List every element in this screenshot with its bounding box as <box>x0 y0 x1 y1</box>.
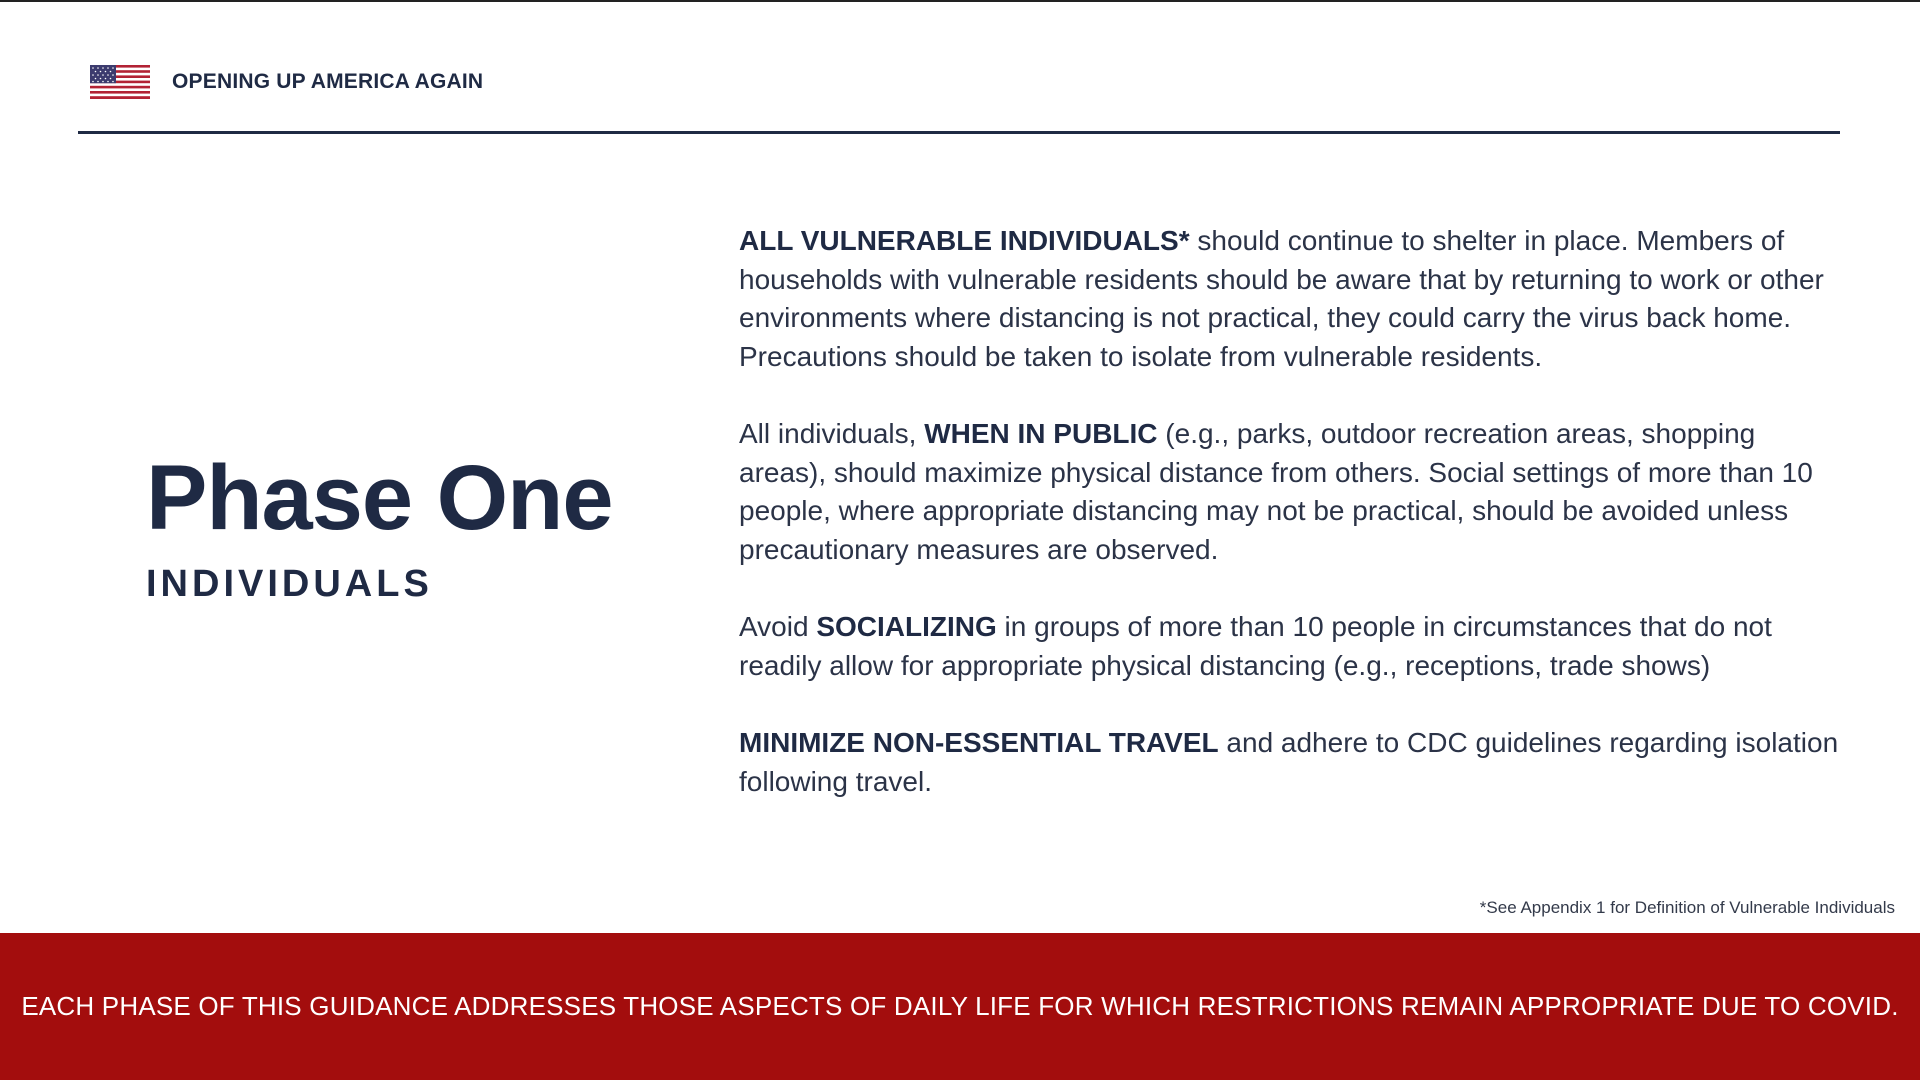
header-divider <box>78 131 1840 134</box>
bottom-banner <box>0 933 1920 1080</box>
paragraph-body-text: should continue to shelter in place. Members of households with vulnerable residents should be aware that by returning to work or other environments where distancing is not practical, they could carry the virus back home. Precautions should be taken to isolate from vulnerable residents. <box>739 225 1824 372</box>
guidance-paragraph-socializing <box>739 608 1849 685</box>
guidance-content <box>739 222 1849 840</box>
paragraph-body-text: (e.g., parks, outdoor recreation areas, shopping areas), should maximize physical distance from others. Social settings of more than 10 people, where appropriate distancing may not be practical, should be avoided unless precautionary measures are observed. <box>739 418 1813 565</box>
phase-subtitle: INDIVIDUALS <box>146 563 433 606</box>
phase-heading-block <box>146 448 706 606</box>
paragraph-body-text: in groups of more than 10 people in circumstances that do not readily allow for appropriate physical distancing (e.g., receptions, trade shows) <box>739 611 1772 681</box>
guidance-paragraph-public <box>739 415 1849 569</box>
paragraph-emphasis: ALL VULNERABLE INDIVIDUALS* <box>739 225 1190 256</box>
paragraph-emphasis: WHEN IN PUBLIC <box>924 418 1158 449</box>
header-title: OPENING UP AMERICA AGAIN <box>172 70 484 93</box>
guidance-paragraph-travel <box>739 724 1849 801</box>
paragraph-body-text: and adhere to CDC guidelines regarding isolation following travel. <box>739 727 1839 797</box>
phase-title: Phase One <box>146 447 613 549</box>
slide-header <box>90 62 483 102</box>
paragraph-emphasis: SOCIALIZING <box>816 611 997 642</box>
footnote: *See Appendix 1 for Definition of Vulnerable Individuals <box>1479 898 1895 917</box>
paragraph-lead-text: All individuals, <box>739 418 925 449</box>
paragraph-lead-text: Avoid <box>739 611 817 642</box>
guidance-paragraph-vulnerable <box>739 222 1849 376</box>
top-border <box>0 0 1920 2</box>
paragraph-emphasis: MINIMIZE NON-ESSENTIAL TRAVEL <box>739 727 1219 758</box>
us-flag-icon <box>90 65 150 99</box>
banner-text: EACH PHASE OF THIS GUIDANCE ADDRESSES THOSE ASPECTS OF DAILY LIFE FOR WHICH RESTRICTIONS REMAIN APPROPRIATE DUE TO COVID. <box>21 991 1899 1021</box>
